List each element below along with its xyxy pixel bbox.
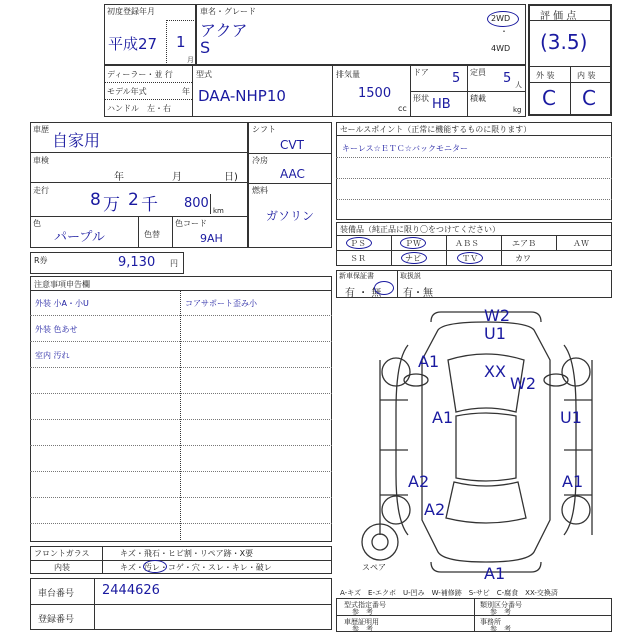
mileage-man: 8 [90, 190, 101, 210]
color-label: 色 [33, 219, 41, 228]
ref-label-3: 参 考 [352, 625, 373, 633]
note-left-1: 外装 小A・小U [35, 299, 89, 308]
mark-a1-bottom: A1 [484, 564, 506, 583]
kg-unit: kg [513, 106, 522, 114]
exterior-label: 外 装 [536, 71, 555, 80]
recycle-amount: 9,130 [118, 255, 156, 270]
color-value: パープル [54, 230, 105, 245]
capacity-value: 5 [503, 71, 512, 86]
shape-value: HB [432, 97, 451, 112]
sales-points-box [336, 122, 612, 220]
seat-color-label: 色替 [144, 230, 160, 239]
note-right-1: コアサポート歪み小 [185, 299, 257, 308]
mark-xx: XX [484, 362, 506, 381]
mileage-sen: 2 [128, 190, 139, 210]
spare-label: スペア [362, 563, 386, 572]
recycle-label: R券 [34, 256, 48, 265]
exterior-grade: C [542, 86, 556, 110]
equip-abs: ＡＢＳ [455, 239, 479, 248]
equip-ps: ＰＳ [350, 239, 366, 248]
warranty-value: 有 ・ 無 [345, 288, 382, 299]
first-reg-label: 初度登録年月 [107, 7, 155, 16]
mark-a1-left-door: A1 [432, 408, 454, 427]
car-grade: S [200, 38, 211, 57]
mark-a1-left-mirror: A1 [418, 352, 440, 371]
dirt-circle [143, 560, 167, 573]
shift-value: CVT [280, 138, 304, 152]
car-diagram [336, 300, 612, 582]
mark-w2-right: W2 [510, 374, 536, 393]
km-unit: km [213, 207, 224, 215]
interior-label: 内 装 [577, 71, 596, 80]
cc-unit: cc [398, 104, 407, 113]
ref-label-4: 参 考 [490, 625, 511, 633]
displacement-value: 1500 [358, 86, 392, 101]
car-name: アクア [200, 21, 248, 40]
warranty-label: 新車保証書 [339, 272, 374, 280]
equip-leather: カワ [515, 254, 531, 263]
door-value: 5 [452, 71, 461, 86]
mark-u1-right: U1 [560, 408, 582, 427]
note-left-3: 室内 汚れ [35, 351, 70, 360]
equip-navi: ナビ [405, 254, 421, 263]
equip-pw: ＰＷ [405, 239, 421, 248]
form-label-2: 類別区分番号 [480, 601, 522, 609]
ref-label-1: 参 考 [352, 608, 373, 616]
type-value: DAA-NHP10 [198, 87, 286, 105]
year-suffix: 年 [182, 87, 190, 96]
first-reg-era: 平成27 [108, 35, 158, 53]
windshield-label: フロントガラス [34, 549, 90, 558]
drive-dot: ・ [500, 27, 508, 36]
type-label: 型式 [196, 70, 212, 79]
interior-grade: C [582, 86, 596, 110]
drive-4wd: 4WD [491, 44, 511, 53]
recycle-unit: 円 [170, 259, 178, 268]
inspection-year: 年 [114, 172, 124, 183]
drive-2wd: 2WD [491, 14, 511, 23]
color-code-label: 色コード [175, 219, 207, 228]
equip-aw: ＡＷ [573, 239, 589, 248]
score-label: 評 価 点 [540, 11, 577, 22]
color-code-value: 9AH [200, 232, 223, 245]
sen-unit: 千 [141, 195, 158, 215]
mark-a2-rear: A2 [424, 500, 446, 519]
capacity-unit: 人 [515, 81, 522, 89]
form-label-1: 型式指定番号 [344, 601, 386, 609]
door-label: ドア [413, 68, 429, 77]
history-value: 自家用 [52, 131, 101, 150]
manual-label: 取扱説 [400, 272, 421, 280]
chassis-value: 2444626 [102, 583, 160, 598]
mark-w2-top: W2 [484, 306, 510, 325]
cert-label: 車歴証明用 [344, 618, 379, 626]
mileage-label: 走行 [33, 186, 49, 195]
mark-u1-top: U1 [484, 324, 506, 343]
interior-items: キズ・汚レ・コゲ・穴・スレ・キレ・破レ [120, 563, 272, 572]
ac-label: 冷房 [252, 156, 268, 165]
equipment-label: 装備品（純正品に限り〇をつけてください） [340, 225, 500, 234]
mark-a1-right-rear: A1 [562, 472, 584, 491]
month-unit: 月 [187, 56, 194, 64]
fuel-label: 燃料 [252, 186, 268, 195]
mileage-hundreds: 800 [184, 196, 209, 211]
recycle-box [30, 252, 184, 274]
warranty-none-circle [374, 281, 394, 295]
dealer-label: ディーラー・並 行 [107, 70, 173, 79]
interior-bottom-label: 内装 [54, 563, 70, 572]
chassis-label: 車台番号 [38, 589, 75, 599]
inspection-label: 車検 [33, 156, 49, 165]
cert-office: 事務所 [480, 618, 501, 626]
equip-tv: ＴＶ [462, 254, 478, 263]
inspection-month: 月 [172, 172, 182, 183]
mark-a2-left-rear: A2 [408, 472, 430, 491]
equip-airbag: エアＢ [512, 239, 536, 248]
reg-label: 登録番号 [38, 615, 75, 625]
displacement-label: 排気量 [336, 70, 360, 79]
damage-legend: A-キズ E-エクボ U-凹み W-補修跡 S-サビ C-腐食 XX-交換済 [340, 589, 558, 597]
man-unit: 万 [103, 195, 120, 215]
inspection-day: 日) [224, 172, 238, 183]
shift-label: シフト [252, 125, 276, 134]
model-year-label: モデル年式 [107, 87, 147, 96]
load-label: 積載 [470, 94, 486, 103]
sales-point-line1: キーレス☆ＥＴＣ☆バックモニター [342, 144, 468, 153]
manual-value: 有・無 [403, 288, 433, 299]
sales-points-label: セールスポイント（正常に機能するものに限ります） [340, 125, 532, 134]
first-reg-month: 1 [176, 33, 186, 51]
windshield-items: キズ・飛石・ヒビ割・リペア跡・X要 [120, 549, 254, 558]
equip-sr: ＳＲ [350, 254, 366, 263]
capacity-label: 定員 [470, 68, 486, 77]
fuel-value: ガソリン [266, 209, 315, 223]
handle-label: ハンドル 左・右 [107, 104, 171, 113]
score-value: (3.5) [540, 30, 588, 54]
name-grade-label: 車名・グレード [200, 7, 256, 16]
ac-value: AAC [280, 167, 305, 181]
ref-label-2: 参 考 [490, 608, 511, 616]
notes-label: 注意事項申告欄 [34, 280, 90, 289]
note-left-2: 外装 色あせ [35, 325, 78, 334]
shape-label: 形状 [413, 94, 429, 103]
history-label: 車歴 [33, 125, 49, 134]
